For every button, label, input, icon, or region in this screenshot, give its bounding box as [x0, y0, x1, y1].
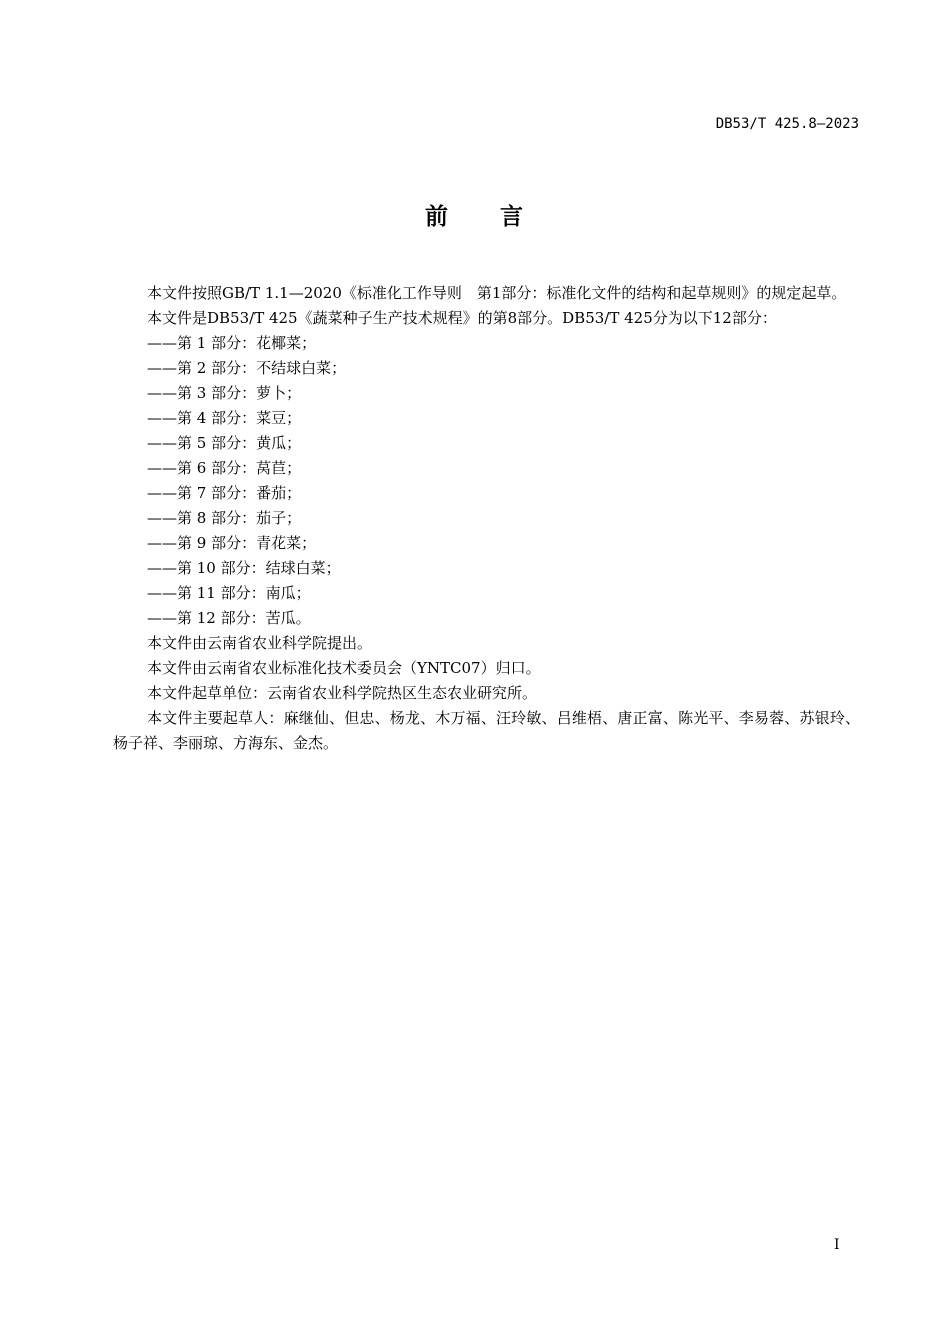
paragraph-part-overview: 本文件是DB53/T 425《蔬菜种子生产技术规程》的第8部分。DB53/T 425分为以下12部分：: [147, 309, 777, 327]
list-item: ——第 6 部分：莴苣；: [147, 459, 302, 477]
page-title: 前 言: [425, 204, 525, 230]
paragraph-drafters: 本文件主要起草人：麻继仙、但忠、杨龙、木万福、汪玲敏、吕维梧、唐正富、陈光平、李易蓉、苏银玲、杨子祥、李丽琼、方海东、金杰。: [113, 709, 860, 752]
list-item: ——第 2 部分：不结球白菜；: [147, 359, 347, 377]
paragraph-proposer: 本文件由云南省农业科学院提出。: [147, 634, 373, 652]
paragraph-drafting-unit: 本文件起草单位：云南省农业科学院热区生态农业研究所。: [147, 684, 538, 702]
list-item: ——第 1 部分：花椰菜；: [147, 334, 317, 352]
list-item: ——第 3 部分：萝卜；: [147, 384, 302, 402]
paragraph-drafting-basis: 本文件按照GB/T 1.1—2020《标准化工作导则 第1部分：标准化文件的结构和起草规则》的规定起草。: [147, 284, 847, 302]
list-item: ——第 7 部分：番茄；: [147, 484, 302, 502]
list-item: ——第 8 部分：茄子；: [147, 509, 302, 527]
list-item: ——第 4 部分：菜豆；: [147, 409, 302, 427]
list-item: ——第 9 部分：青花菜；: [147, 534, 317, 552]
list-item: ——第 5 部分：黄瓜；: [147, 434, 302, 452]
parts-list: [113, 331, 860, 631]
list-item: ——第 12 部分：苦瓜。: [147, 609, 311, 627]
list-item: ——第 11 部分：南瓜；: [147, 584, 311, 602]
page-number: I: [834, 1237, 840, 1253]
document-body: [113, 281, 860, 756]
list-item: ——第 10 部分：结球白菜；: [147, 559, 341, 577]
paragraph-management: 本文件由云南省农业标准化技术委员会（YNTC07）归口。: [147, 659, 541, 677]
document-code: DB53/T 425.8—2023: [715, 116, 859, 132]
